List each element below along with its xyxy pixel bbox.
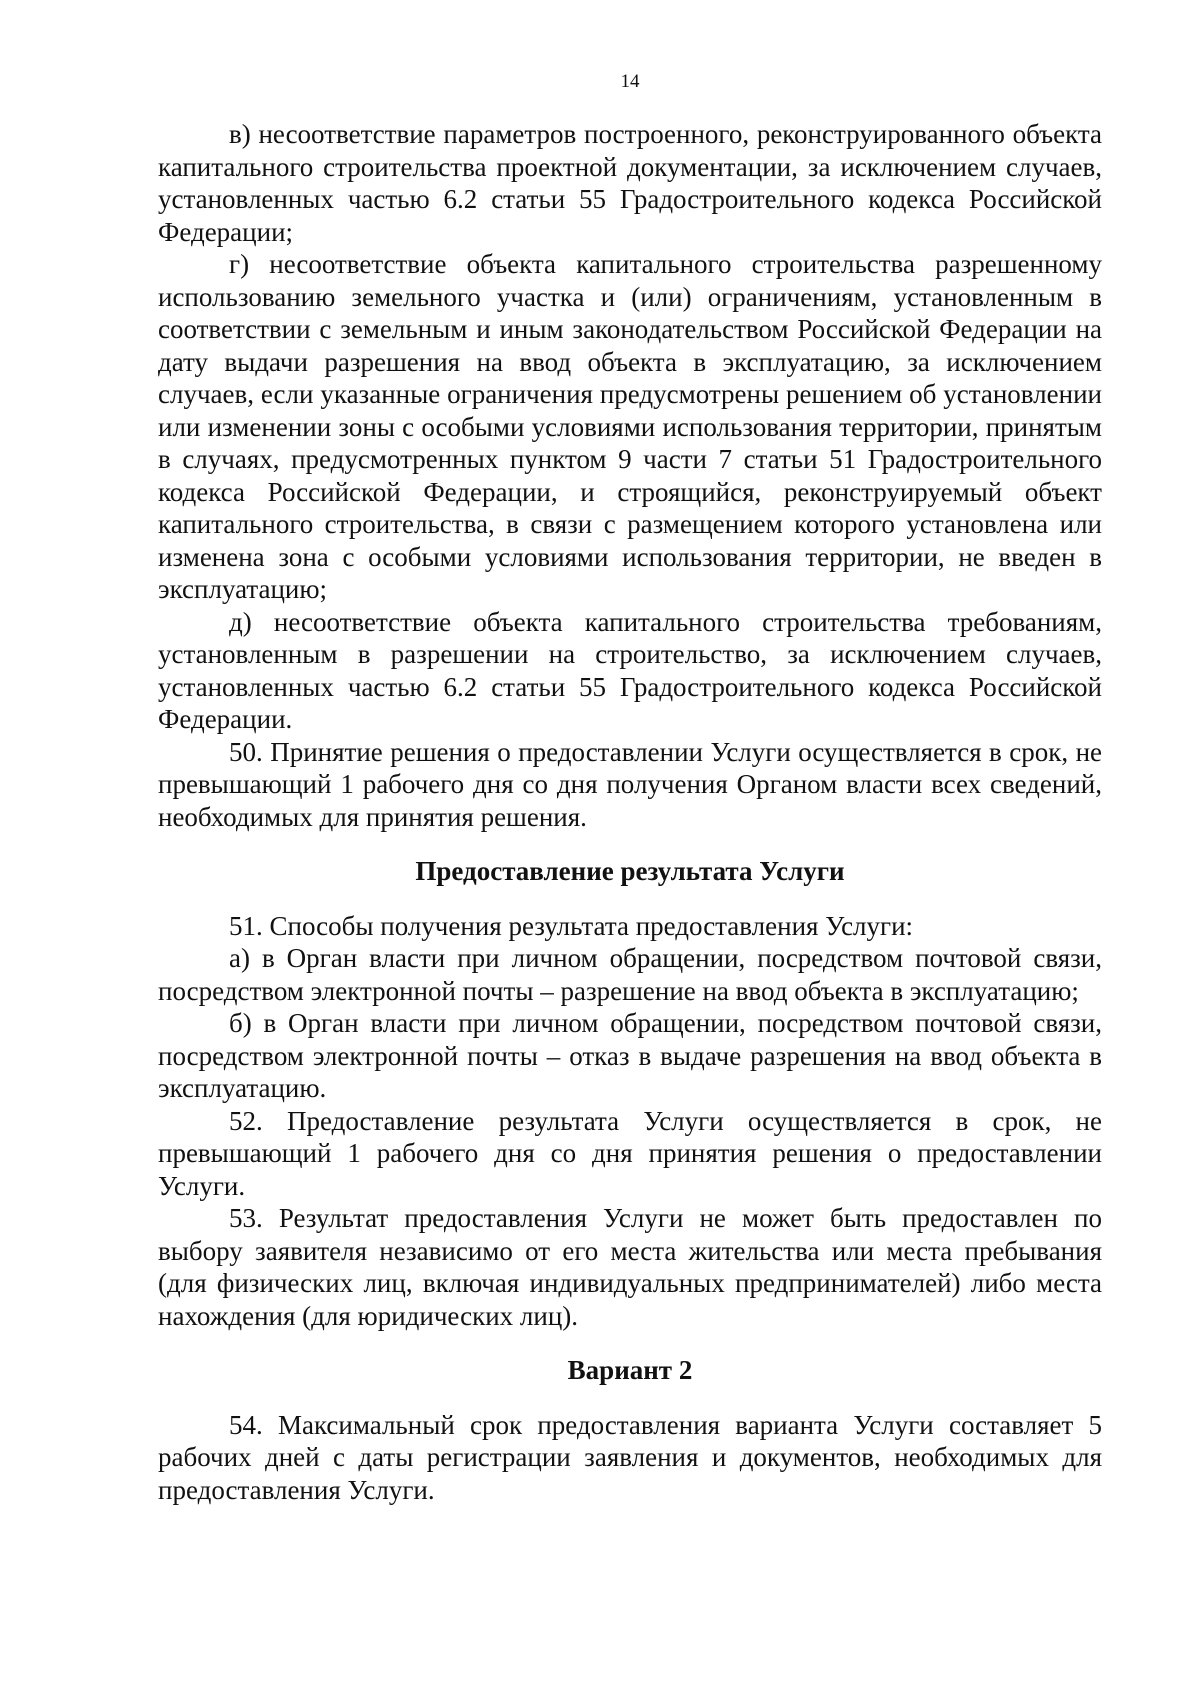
section-heading-result: Предоставление результата Услуги xyxy=(415,856,845,886)
paragraph-51a: а) в Орган власти при личном обращении, посредством почтовой связи, посредством электронной почты – разрешение на ввод объекта в эксплуатацию; xyxy=(158,943,1102,1006)
paragraph-51b: б) в Орган власти при личном обращении, посредством почтовой связи, посредством электронной почты – отказ в выдаче разрешения на ввод объекта в эксплуатацию. xyxy=(158,1008,1102,1103)
section-heading-variant: Вариант 2 xyxy=(567,1355,693,1385)
paragraph-d: д) несоответствие объекта капитального строительства требованиям, установленным в разрешении на строительство, за исключением случаев, установленных частью 6.2 статьи 55 Градостроительного кодекса Российской Федерации. xyxy=(158,606,1102,734)
paragraph-54: 54. Максимальный срок предоставления варианта Услуги составляет 5 рабочих дней с даты регистрации заявления и документов, необходимых для предоставления Услуги. xyxy=(158,1409,1102,1505)
paragraph-50: 50. Принятие решения о предоставлении Услуги осуществляется в срок, не превышающий 1 рабочего дня со дня получения Органом власти всех сведений, необходимых для принятия решения. xyxy=(158,736,1102,832)
section-gap xyxy=(158,833,1102,855)
paragraph-v: в) несоответствие параметров построенного, реконструированного объекта капитального строительства проектной документации, за исключением случаев, установленных частью 6.2 статьи 55 Градостроительного кодекса Российской Федерации; xyxy=(158,119,1102,247)
document-page xyxy=(158,70,1102,1506)
paragraph-53: 53. Результат предоставления Услуги не может быть предоставлен по выбору заявителя независимо от его места жительства или места пребывания (для физических лиц, включая индивидуальных предпринимателей) либо места нахождения (для юридических лиц). xyxy=(158,1203,1102,1331)
paragraph-g: г) несоответствие объекта капитального строительства разрешенному использованию земельного участка и (или) ограничениям, установленным в соответствии с земельным и иным законодательством Российской Федерации на дату выдачи разрешения на ввод объекта в эксплуатацию, за исключением случаев, если указанные ограничения предусмотрены решением об установлении или изменении зоны с особыми условиями использования территории, принятым в случаях, предусмотренных пунктом 9 части 7 статьи 51 Градостроительного кодекса Российской Федерации, и строящийся, реконструируемый объект капитального строительства, в связи с размещением которого установлена или изменена зона с особыми условиями использования территории, не введен в эксплуатацию; xyxy=(158,249,1102,604)
page-number: 14 xyxy=(620,71,640,92)
paragraph-51: 51. Способы получения результата предоставления Услуги: xyxy=(229,910,914,941)
paragraph-52: 52. Предоставление результата Услуги осуществляется в срок, не превышающий 1 рабочего дня со дня принятия решения о предоставлении Услуги. xyxy=(158,1105,1102,1201)
section-gap xyxy=(158,1332,1102,1354)
section-gap xyxy=(158,1387,1102,1409)
section-gap xyxy=(158,888,1102,910)
